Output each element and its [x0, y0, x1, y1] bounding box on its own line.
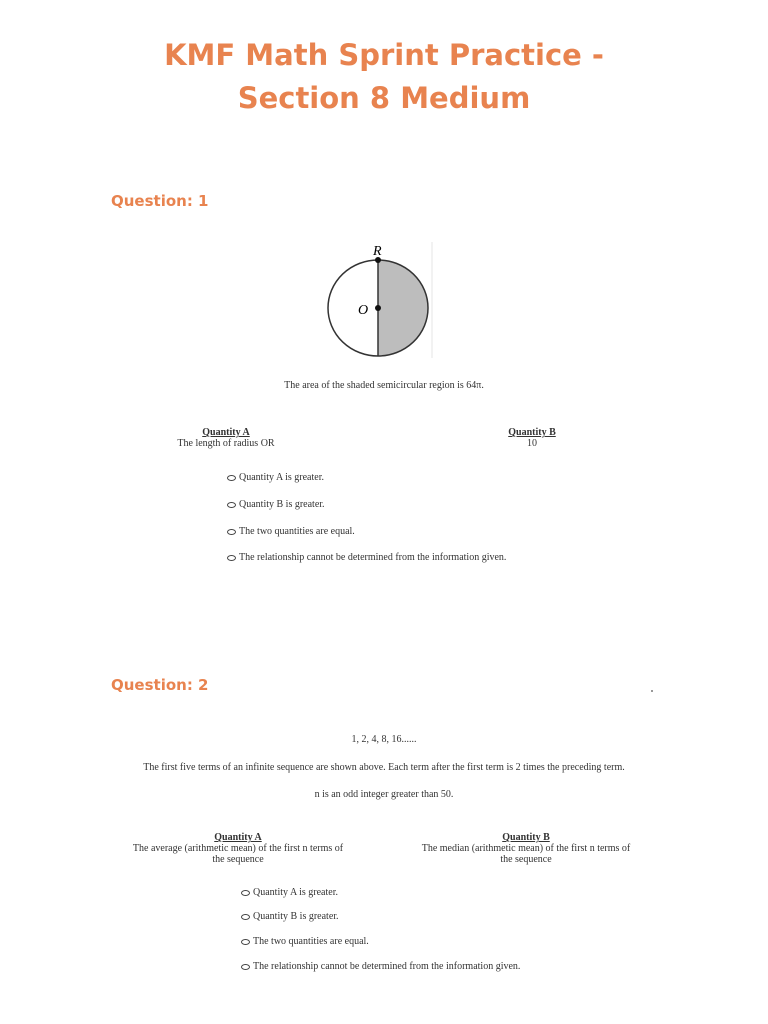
question-1-option-c[interactable]: [227, 526, 355, 537]
page-title: [0, 34, 768, 120]
option-label: Quantity B is greater.: [253, 911, 339, 922]
quantity-a-label: Quantity A: [214, 832, 262, 843]
question-2-sequence: 1, 2, 4, 8, 16......: [351, 734, 417, 745]
question-2-statement: The first five terms of an infinite sequence are shown above. Each term after the first term is 2 times the preceding term.: [143, 762, 625, 773]
option-label: The two quantities are equal.: [253, 936, 369, 947]
question-2-condition: n is an odd integer greater than 50.: [314, 789, 454, 800]
quantity-a-text: The length of radius OR: [177, 438, 275, 449]
quantity-a-text-line-2: the sequence: [212, 854, 264, 865]
quantity-b-label: Quantity B: [502, 832, 550, 843]
quantity-b-text-line-2: the sequence: [500, 854, 552, 865]
page-title-line-2: Section 8 Medium: [237, 81, 531, 115]
page-title-line-1: KMF Math Sprint Practice -: [164, 38, 604, 72]
quantity-a-text-line-1: The average (arithmetic mean) of the first n terms of: [132, 843, 344, 854]
option-label: Quantity B is greater.: [239, 499, 325, 510]
question-1-quantity-a: [150, 427, 302, 449]
quantity-b-text: 10: [527, 438, 537, 449]
question-1-option-a[interactable]: [227, 472, 324, 483]
question-1-heading: Question: 1: [111, 192, 209, 210]
radio-button[interactable]: [227, 502, 236, 508]
question-2-option-d[interactable]: [241, 961, 520, 972]
semicircle-figure: [322, 240, 434, 360]
question-2-quantity-a: [128, 832, 348, 865]
question-2-option-c[interactable]: [241, 936, 369, 947]
option-label: Quantity A is greater.: [239, 472, 324, 483]
radio-button[interactable]: [227, 475, 236, 481]
question-2-heading: Question: 2: [111, 676, 209, 694]
radio-button[interactable]: [227, 555, 236, 561]
point-o-label: O: [358, 303, 369, 318]
radio-button[interactable]: [241, 914, 250, 920]
quantity-a-label: Quantity A: [202, 427, 250, 438]
option-label: The relationship cannot be determined from the information given.: [253, 961, 521, 972]
quantity-b-text-line-1: The median (arithmetic mean) of the first n terms of: [421, 843, 631, 854]
radio-button[interactable]: [241, 964, 250, 970]
quantity-b-label: Quantity B: [508, 427, 556, 438]
stray-dot: [651, 690, 653, 692]
option-label: The relationship cannot be determined from the information given.: [239, 552, 507, 563]
option-label: The two quantities are equal.: [239, 526, 355, 537]
point-r-label: R: [373, 244, 382, 259]
radio-button[interactable]: [241, 939, 250, 945]
question-1-option-d[interactable]: [227, 552, 506, 563]
question-1-statement: The area of the shaded semicircular region is 64π.: [284, 380, 484, 391]
question-1-quantity-b: [480, 427, 584, 449]
question-2-option-a[interactable]: [241, 887, 338, 898]
question-1-option-b[interactable]: [227, 499, 325, 510]
option-label: Quantity A is greater.: [253, 887, 338, 898]
question-2-quantity-b: [416, 832, 636, 865]
question-2-option-b[interactable]: [241, 911, 339, 922]
radio-button[interactable]: [227, 529, 236, 535]
radio-button[interactable]: [241, 890, 250, 896]
